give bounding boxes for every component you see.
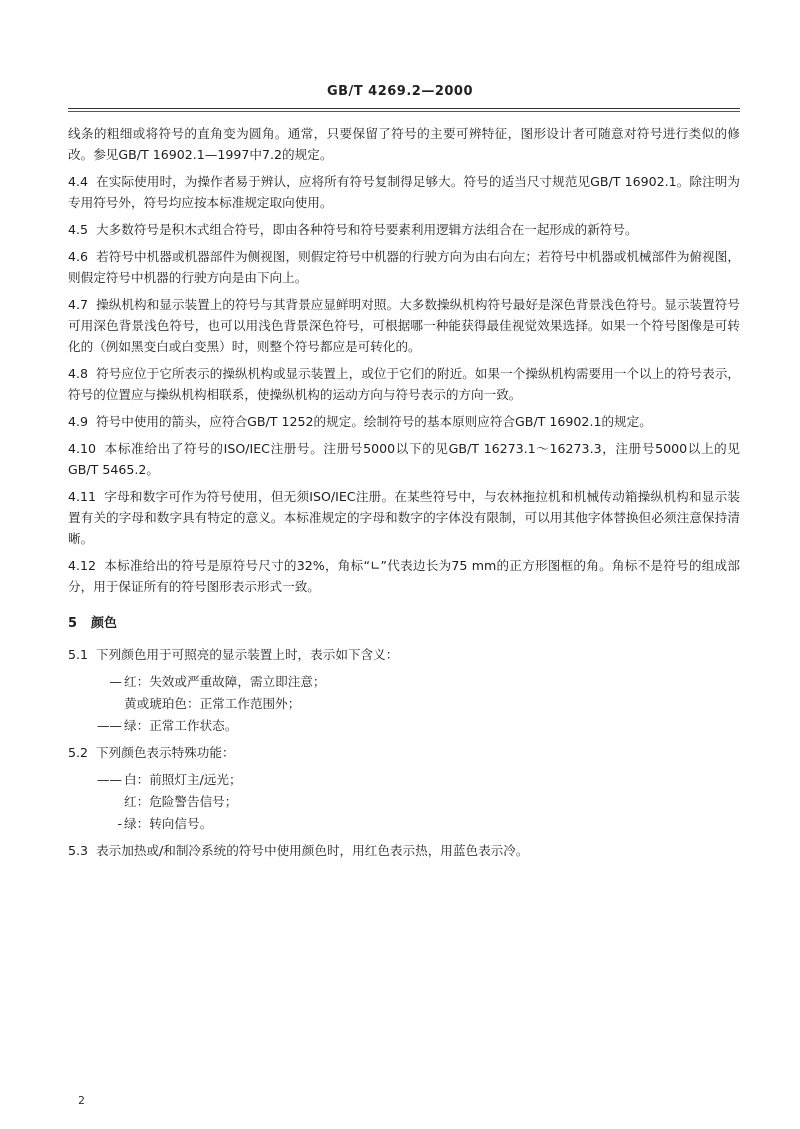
standard-header: GB/T 4269.2—2000 xyxy=(326,84,474,99)
clause-number: 4.9 xyxy=(68,414,89,429)
clause-4-9 xyxy=(68,411,740,432)
section-title-colors xyxy=(68,613,740,634)
list-item-text: 黄或琥珀色：正常工作范围外； xyxy=(124,696,301,711)
clause-4-12 xyxy=(68,555,740,597)
list-dash: - xyxy=(117,816,122,831)
list-item-text: 红：失效或严重故障，需立即注意； xyxy=(124,674,326,689)
color-item-green xyxy=(68,715,740,736)
clause-number: 5.3 xyxy=(68,843,89,858)
clause-4-7 xyxy=(68,294,740,357)
clause-number: 4.8 xyxy=(68,366,89,381)
list-item-text: 绿：正常工作状态。 xyxy=(124,718,238,733)
color-item-red xyxy=(68,671,740,692)
function-item-red xyxy=(68,791,740,812)
clause-number: 5.2 xyxy=(68,745,89,760)
clause-5-2 xyxy=(68,742,740,763)
clause-4-5 xyxy=(68,219,740,240)
clause-4-8 xyxy=(68,363,740,405)
page-number: 2 xyxy=(78,1094,85,1107)
paragraph-continued xyxy=(68,123,740,165)
clause-text: 下列颜色表示特殊功能： xyxy=(96,745,235,760)
clause-text: 若符号中机器或机器部件为侧视图，则假定符号中机器的行驶方向为由右向左；若符号中机器或机械部件为俯视图，则假定符号中机器的行驶方向是由下向上。 xyxy=(68,249,740,285)
clause-number: 5.1 xyxy=(68,647,89,662)
header-rule-thin xyxy=(68,111,740,112)
function-item-white xyxy=(68,769,740,790)
clause-5-1 xyxy=(68,644,740,665)
clause-number: 4.5 xyxy=(68,222,89,237)
document-body xyxy=(68,123,740,867)
clause-number: 4.11 xyxy=(68,489,97,504)
clause-number: 4.6 xyxy=(68,249,89,264)
clause-number: 4.4 xyxy=(68,174,89,189)
list-dash: —— xyxy=(96,718,122,733)
clause-text: 字母和数字可作为符号使用，但无须ISO/IEC注册。在某些符号中，与农林拖拉机和机械传动箱操纵机构和显示装置有关的字母和数字具有特定的意义。本标准规定的字母和数字的字体没有限制，可以用其他字体替换但必须注意保持清晰。 xyxy=(68,489,740,546)
clause-text: 符号中使用的箭头，应符合GB/T 1252的规定。绘制符号的基本原则应符合GB/T 16902.1的规定。 xyxy=(96,414,652,429)
color-item-yellow xyxy=(68,693,740,714)
section-number: 5 xyxy=(68,616,78,631)
section-title-text: 颜色 xyxy=(91,616,118,631)
clause-4-10 xyxy=(68,438,740,480)
clause-4-11 xyxy=(68,486,740,549)
list-dash: — xyxy=(109,674,122,689)
clause-text: 在实际使用时，为操作者易于辨认，应将所有符号复制得足够大。符号的适当尺寸规范见GB/T 16902.1。除注明为专用符号外，符号均应按本标准规定取向使用。 xyxy=(68,174,740,210)
list-dash: —— xyxy=(96,772,122,787)
clause-text: 大多数符号是积木式组合符号，即由各种符号和符号要素利用逻辑方法组合在一起形成的新符号。 xyxy=(96,222,638,237)
clause-4-6 xyxy=(68,246,740,288)
clause-number: 4.10 xyxy=(68,441,97,456)
list-item-text: 白：前照灯主/远光； xyxy=(124,772,242,787)
list-item-text: 红：危险警告信号； xyxy=(124,794,238,809)
paragraph-text: 线条的粗细或将符号的直角变为圆角。通常，只要保留了符号的主要可辨特征，图形设计者可随意对符号进行类似的修改。参见GB/T 16902.1—1997中7.2的规定。 xyxy=(68,126,740,162)
clause-text: 操纵机构和显示装置上的符号与其背景应显鲜明对照。大多数操纵机构符号最好是深色背景浅色符号。显示装置符号可用深色背景浅色符号，也可以用浅色背景深色符号，可根据哪一种能获得最佳视觉效果选择。如果一个符号图像是可转化的（例如黑变白或白变黑）时，则整个符号都应是可转化的。 xyxy=(68,297,740,354)
clause-text: 本标准给出了符号的ISO/IEC注册号。注册号5000以下的见GB/T 16273.1～16273.3，注册号5000以上的见GB/T 5465.2。 xyxy=(68,441,740,477)
clause-text: 下列颜色用于可照亮的显示装置上时，表示如下含义： xyxy=(96,647,399,662)
clause-text: 本标准给出的符号是原符号尺寸的32%，角标“∟”代表边长为75 mm的正方形图框的角。角标不是符号的组成部分，用于保证所有的符号图形表示形式一致。 xyxy=(68,558,740,594)
list-item-text: 绿：转向信号。 xyxy=(124,816,213,831)
clause-number: 4.12 xyxy=(68,558,97,573)
clause-4-4 xyxy=(68,171,740,213)
clause-text: 表示加热或/和制冷系统的符号中使用颜色时，用红色表示热，用蓝色表示冷。 xyxy=(96,843,529,858)
clause-5-3 xyxy=(68,840,740,861)
header-rule xyxy=(68,108,740,109)
function-item-green xyxy=(68,813,740,834)
clause-text: 符号应位于它所表示的操纵机构或显示装置上，或位于它们的附近。如果一个操纵机构需要用一个以上的符号表示，符号的位置应与操纵机构相联系，使操纵机构的运动方向与符号表示的方向一致。 xyxy=(68,366,740,402)
clause-number: 4.7 xyxy=(68,297,89,312)
